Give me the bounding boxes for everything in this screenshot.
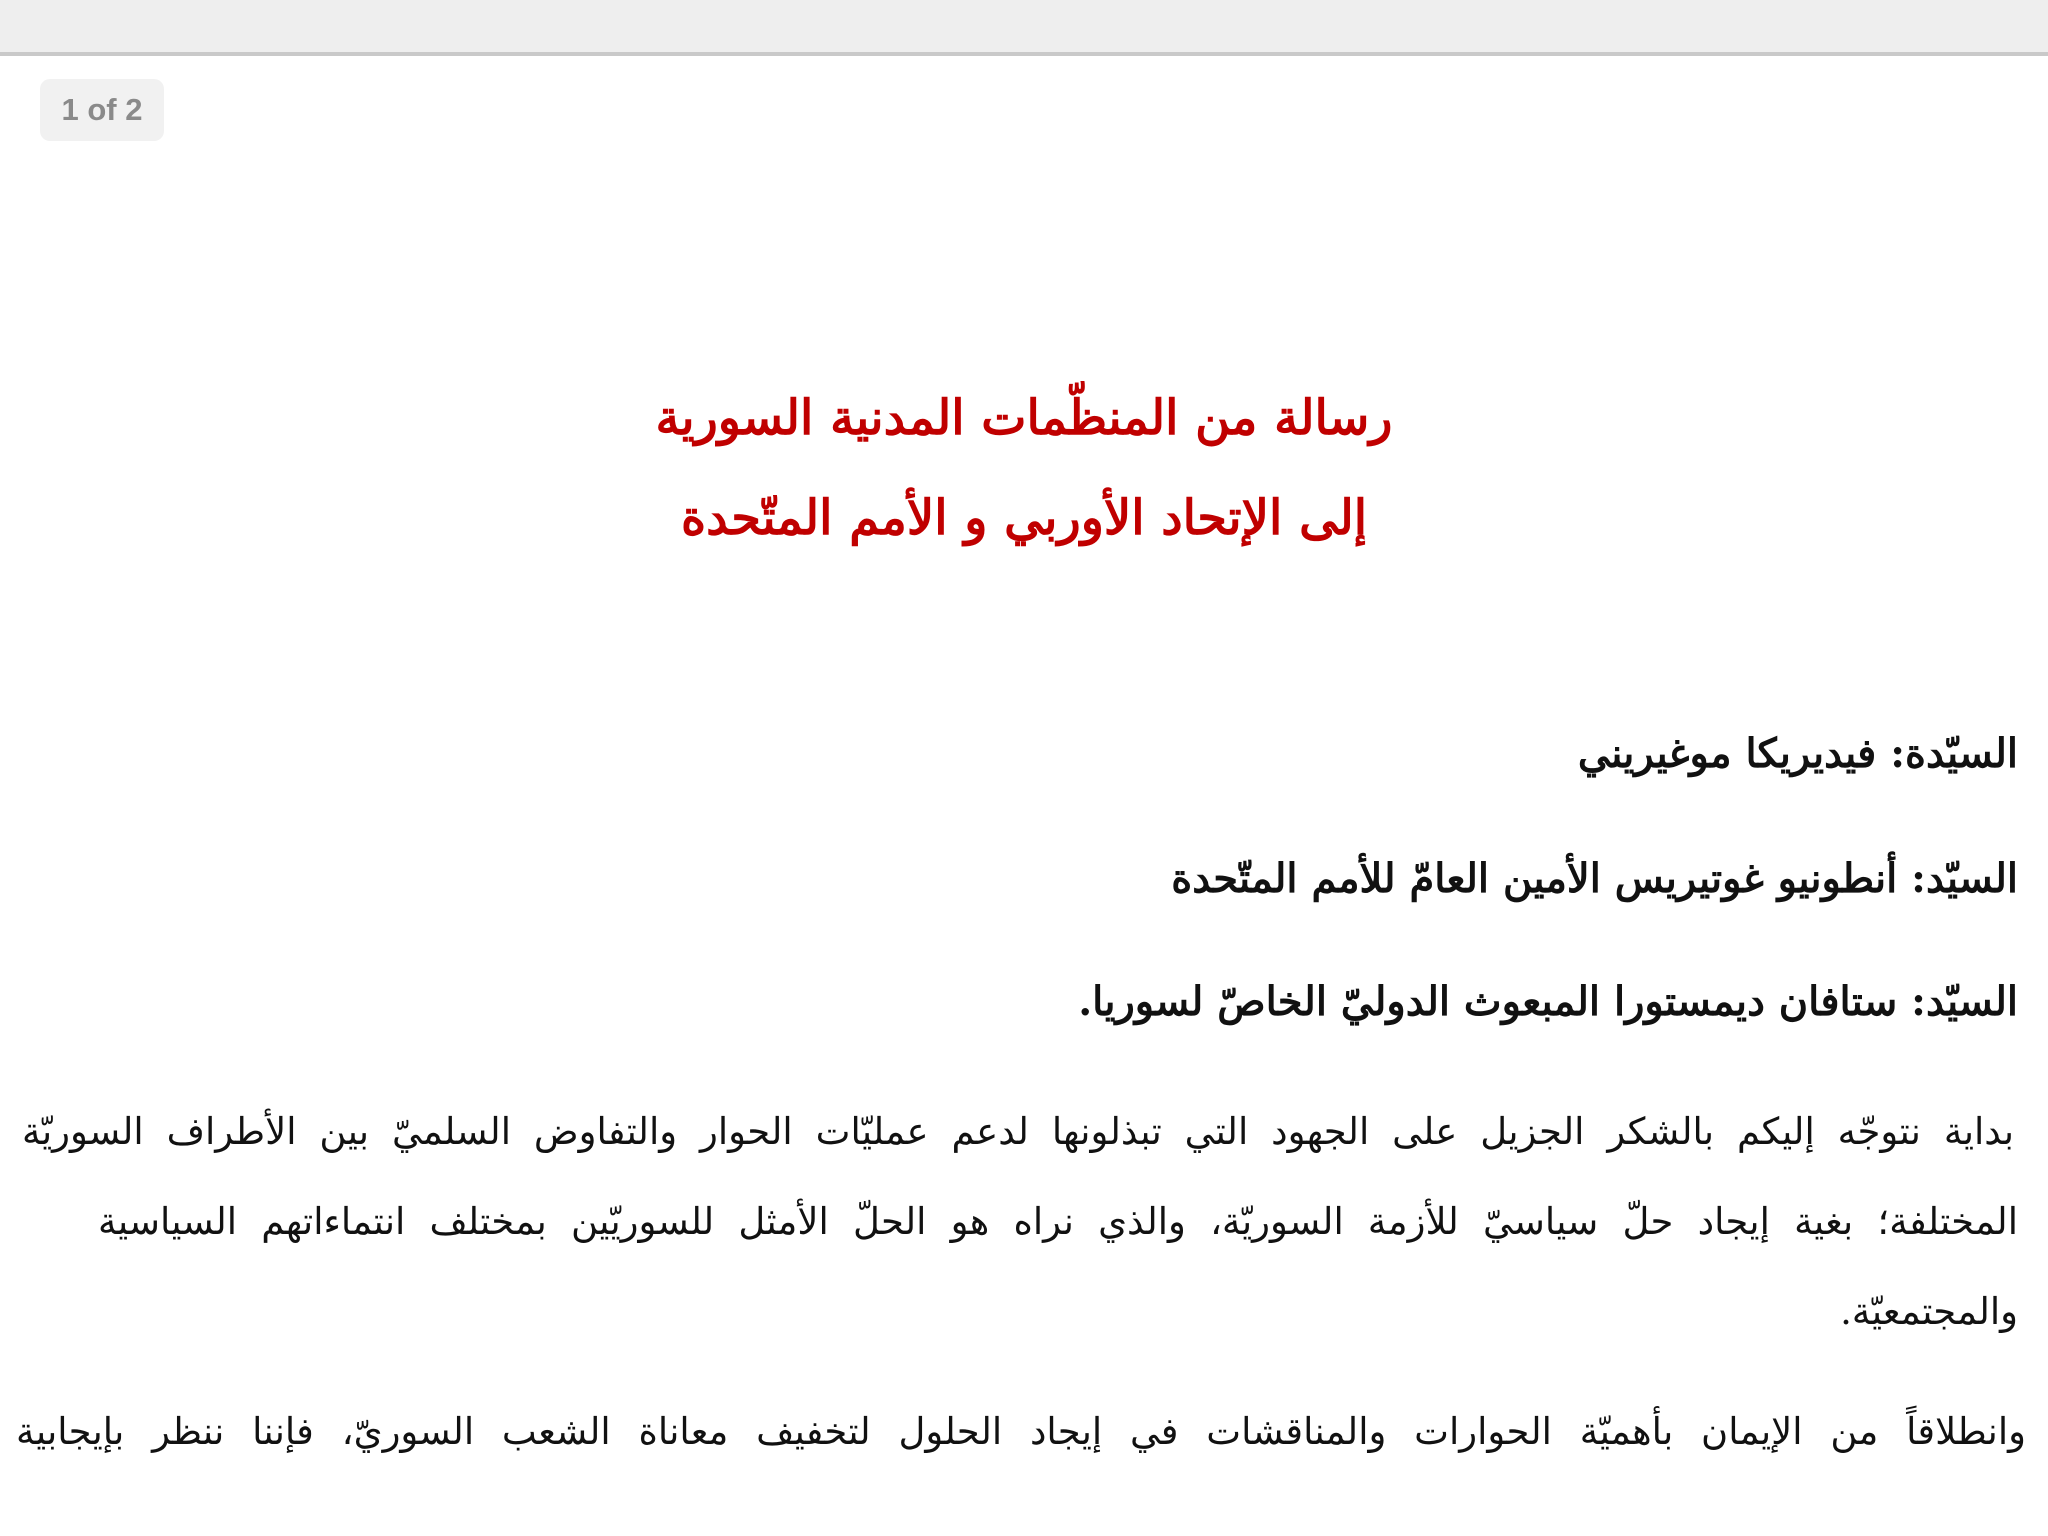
recipient-mogherini: السيّدة: فيديريكا موغيريني xyxy=(1577,730,2018,777)
paragraph-1-line-3: والمجتمعيّة. xyxy=(1840,1290,2018,1333)
viewer-toolbar xyxy=(0,0,2048,56)
paragraph-1-line-1: بداية نتوجّه إليكم بالشكر الجزيل على الجهود التي تبذلونها لدعم عمليّات الحوار والتفاوض السلميّ بين الأطراف السوريّة xyxy=(22,1110,2014,1153)
paragraph-1-line-2: المختلفة؛ بغية إيجاد حلّ سياسيّ للأزمة السوريّة، والذي نراه هو الحلّ الأمثل للسوريّين بمختلف انتماءاتهم السياسية xyxy=(98,1200,2018,1243)
document-title-line-1: رسالة من المنظّمات المدنية السورية xyxy=(655,390,1393,446)
document-page xyxy=(0,60,2048,1536)
document-title-line-2: إلى الإتحاد الأوربي و الأمم المتّحدة xyxy=(680,490,1368,546)
paragraph-2-line-1: وانطلاقاً من الإيمان بأهميّة الحوارات والمناقشات في إيجاد الحلول لتخفيف معاناة الشعب السوريّ، فإننا ننظر بإيجابية xyxy=(16,1410,2026,1453)
page-indicator: 1 of 2 xyxy=(40,79,164,141)
recipient-de-mistura: السيّد: ستافان ديمستورا المبعوث الدوليّ الخاصّ لسوريا. xyxy=(1078,978,2018,1025)
recipient-guterres: السيّد: أنطونيو غوتيريس الأمين العامّ للأمم المتّحدة xyxy=(1171,855,2018,902)
